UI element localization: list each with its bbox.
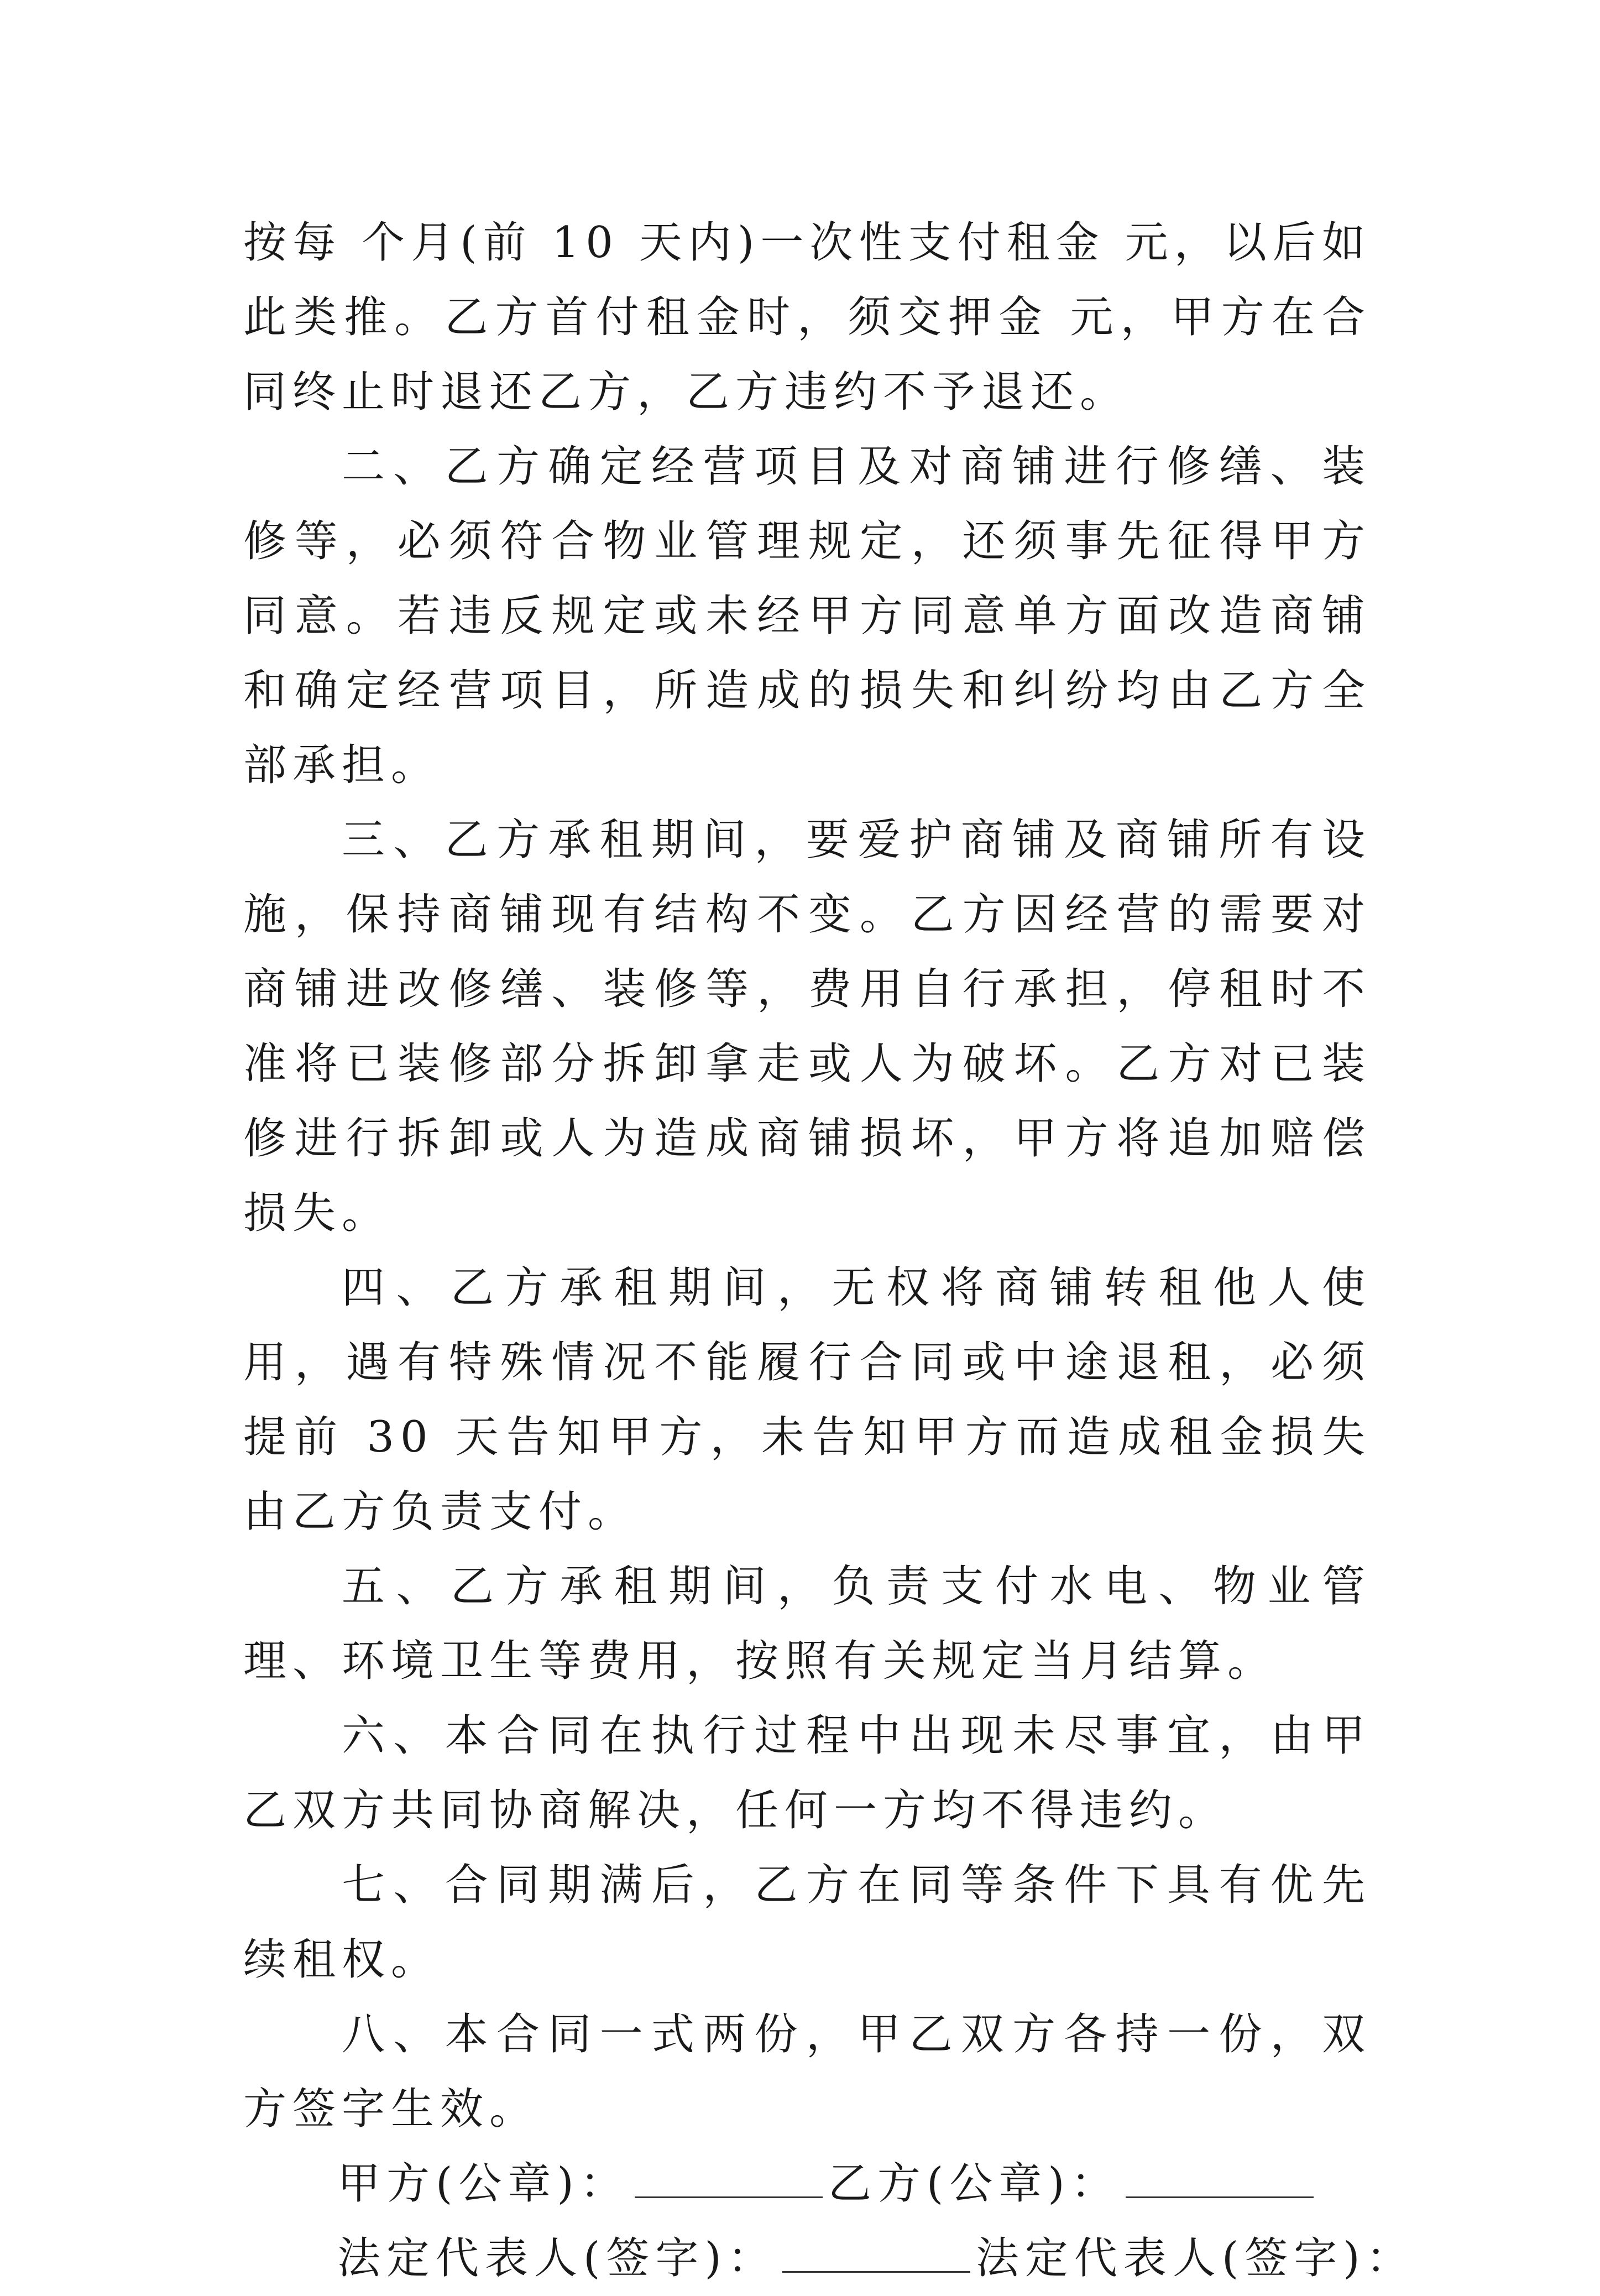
paragraph-clause-4: 四、乙方承租期间，无权将商铺转租他人使用，遇有特殊情况不能履行合同或中途退租，必须提前 30 天告知甲方，未告知甲方而造成租金损失由乙方负责支付。 — [243, 1263, 1371, 1537]
representative-signature-line — [243, 2221, 1415, 2296]
paragraph-clause-7: 七、合同期满后，乙方在同等条件下具有优先续租权。 — [243, 1860, 1371, 1985]
paragraph-clause-3: 三、乙方承租期间，要爱护商铺及商铺所有设施，保持商铺现有结构不变。乙方因经营的需要对商铺进改修缮、装修等，费用自行承担，停租时不准将已装修部分拆卸拿走或人为破坏。乙方对已装修进行拆卸或人为造成商铺损坏，甲方将追加赔偿损失。 — [243, 815, 1371, 1238]
party-a-seal-label: 甲方(公章)： — [337, 2159, 629, 2209]
paragraph-clause-2: 二、乙方确定经营项目及对商铺进行修缮、装修等，必须符合物业管理规定，还须事先征得甲方同意。若违反规定或未经甲方同意单方面改造商铺和确定经营项目，所造成的损失和纠纷均由乙方全部承担。 — [243, 442, 1371, 790]
paragraph-rent-payment: 按每 个月(前 10 天内)一次性支付租金 元，以后如此类推。乙方首付租金时，须交押金 元，甲方在合同终止时退还乙方，乙方违约不予退还。 — [243, 218, 1371, 417]
party-a-seal-blank[interactable] — [635, 2193, 823, 2198]
paragraph-clause-8: 八、本合同一式两份，甲乙双方各持一份，双方签字生效。 — [243, 2010, 1371, 2134]
paragraph-clause-6: 六、本合同在执行过程中出现未尽事宜，由甲乙双方共同协商解决，任何一方均不得违约。 — [243, 1711, 1371, 1835]
party-b-seal-blank[interactable] — [1126, 2193, 1314, 2198]
seal-signature-line — [243, 2147, 1371, 2221]
party-a-rep-label: 法定代表人(签字)： — [337, 2234, 777, 2283]
paragraph-clause-5: 五、乙方承租期间，负责支付水电、物业管理、环境卫生等费用，按照有关规定当月结算。 — [243, 1562, 1371, 1686]
party-b-seal-label: 乙方(公章)： — [828, 2159, 1120, 2209]
contract-body — [243, 206, 1415, 2296]
party-a-rep-blank[interactable] — [782, 2268, 970, 2273]
party-b-rep-label: 法定代表人(签字)： — [975, 2234, 1415, 2283]
